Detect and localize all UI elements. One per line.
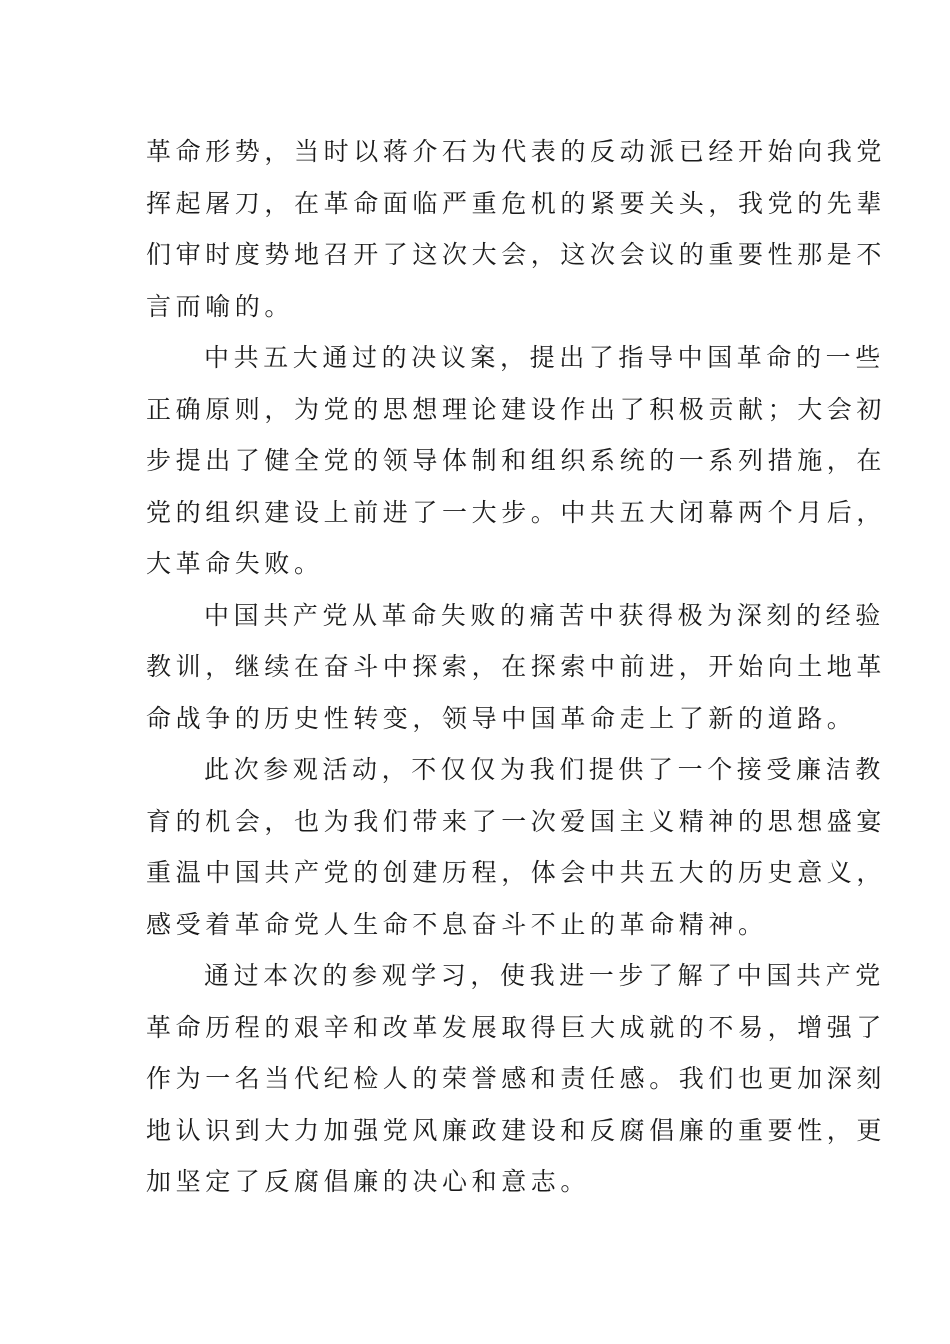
paragraph-4 bbox=[146, 744, 887, 950]
text-line-indented: 中共五大通过的决议案，提出了指导中国革命的一些 bbox=[204, 343, 885, 372]
text-line-indented: 此次参观活动，不仅仅为我们提供了一个接受廉洁教 bbox=[204, 755, 885, 784]
paragraph-5 bbox=[146, 950, 887, 1208]
text-line-indented: 通过本次的参观学习，使我进一步了解了中国共产党 bbox=[204, 961, 885, 990]
text-line: 重温中国共产党的创建历程，体会中共五大的历史意义， bbox=[146, 858, 887, 887]
text-line: 革命形势，当时以蒋介石为代表的反动派已经开始向我党 bbox=[146, 137, 887, 166]
text-line: 党的组织建设上前进了一大步。中共五大闭幕两个月后， bbox=[146, 497, 887, 527]
paragraph-3 bbox=[146, 590, 887, 745]
text-line: 命战争的历史性转变，领导中国革命走上了新的道路。 bbox=[146, 703, 857, 733]
text-line: 言而喻的。 bbox=[146, 291, 295, 321]
document-body bbox=[146, 126, 887, 1208]
text-line: 育的机会，也为我们带来了一次爱国主义精神的思想盛宴 bbox=[146, 806, 887, 836]
text-line: 正确原则，为党的思想理论建设作出了积极贡献；大会初 bbox=[146, 394, 887, 424]
text-line: 革命历程的艰辛和改革发展取得巨大成就的不易，增强了 bbox=[146, 1012, 887, 1042]
text-line-indented: 中国共产党从革命失败的痛苦中获得极为深刻的经验 bbox=[204, 600, 885, 630]
text-line: 教训，继续在奋斗中探索，在探索中前进，开始向土地革 bbox=[146, 652, 887, 681]
text-line: 挥起屠刀，在革命面临严重危机的紧要关头，我党的先辈 bbox=[146, 188, 887, 218]
text-line: 作为一名当代纪检人的荣誉感和责任感。我们也更加深刻 bbox=[146, 1064, 887, 1093]
text-line: 地认识到大力加强党风廉政建设和反腐倡廉的重要性，更 bbox=[146, 1115, 887, 1145]
text-line: 们审时度势地召开了这次大会，这次会议的重要性那是不 bbox=[146, 240, 887, 269]
text-line: 大革命失败。 bbox=[146, 549, 324, 578]
text-line: 感受着革命党人生命不息奋斗不止的革命精神。 bbox=[146, 909, 768, 939]
paragraph-1 bbox=[146, 126, 887, 332]
paragraph-2 bbox=[146, 332, 887, 590]
text-line: 加坚定了反腐倡廉的决心和意志。 bbox=[146, 1167, 591, 1196]
text-line: 步提出了健全党的领导体制和组织系统的一系列措施，在 bbox=[146, 446, 887, 475]
